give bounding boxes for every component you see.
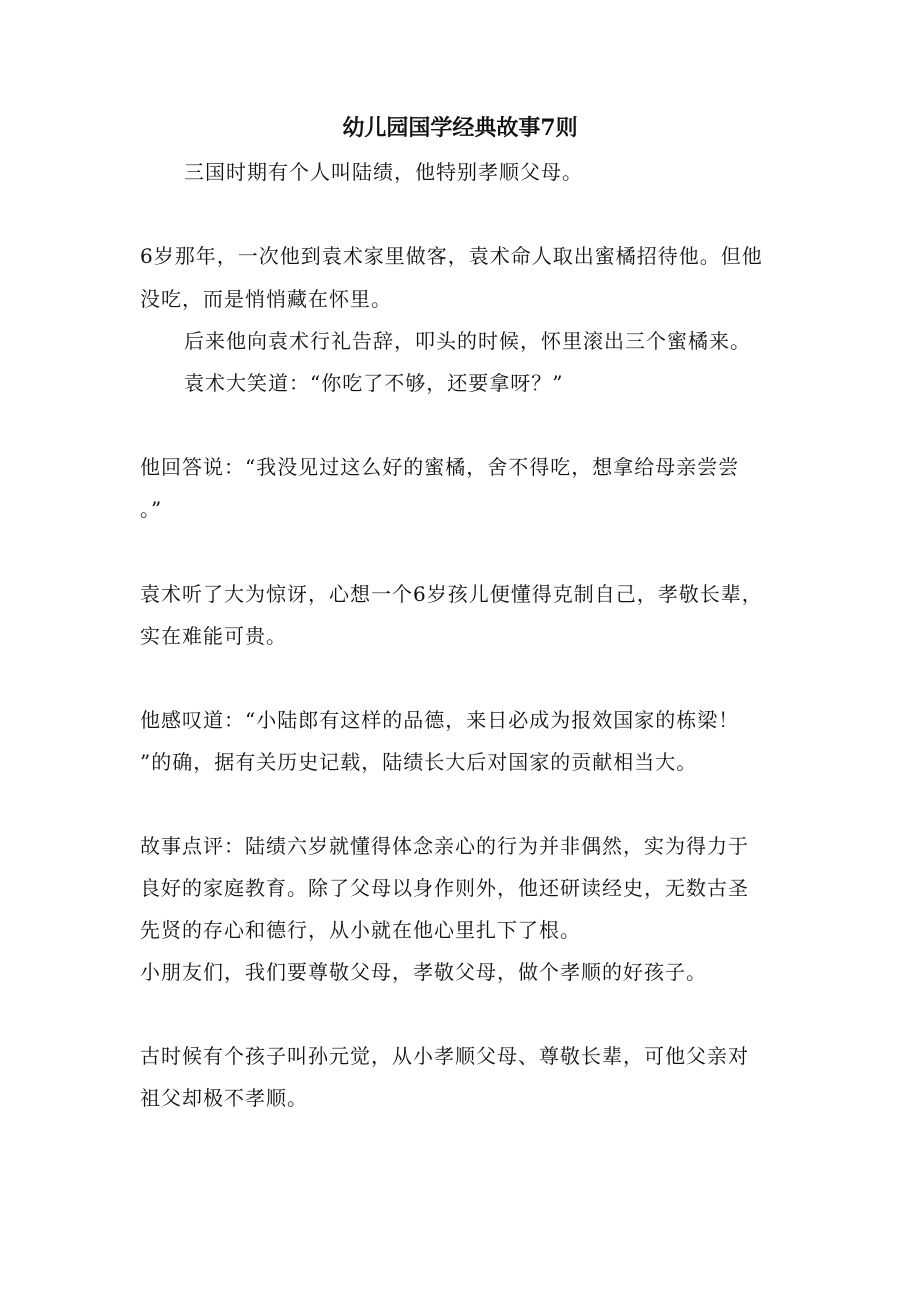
paragraph-line: 三国时期有个人叫陆绩，他特别孝顺父母。 (184, 160, 583, 184)
paragraph-line: 6岁那年，一次他到袁术家里做客，袁术命人取出蜜橘招待他。但他 (140, 244, 763, 268)
paragraph-line: 古时候有个孩子叫孙元觉，从小孝顺父母、尊敬长辈，可他父亲对 (140, 1044, 749, 1068)
paragraph-line: 没吃，而是悄悄藏在怀里。 (140, 287, 392, 311)
paragraph-line: 良好的家庭教育。除了父母以身作则外，他还研读经史，无数古圣 (140, 876, 749, 900)
document-title: 幼儿园国学经典故事7则 (342, 115, 578, 141)
paragraph-line: 祖父却极不孝顺。 (140, 1086, 308, 1110)
paragraph-line: 小朋友们，我们要尊敬父母，孝敬父母，做个孝顺的好孩子。 (140, 960, 707, 984)
paragraph-line: 后来他向袁术行礼告辞，叩头的时候，怀里滚出三个蜜橘来。 (184, 329, 751, 353)
paragraph-line: 先贤的存心和德行，从小就在他心里扎下了根。 (140, 918, 581, 942)
paragraph-line: ”的确，据有关历史记载，陆绩长大后对国家的贡献相当大。 (140, 750, 698, 774)
paragraph-line: 实在难能可贵。 (140, 624, 287, 648)
paragraph-line: 他感叹道：“小陆郎有这样的品德，来日必成为报效国家的栋梁！ (140, 708, 740, 732)
paragraph-line: 袁术听了大为惊讶，心想一个6岁孩儿便懂得克制自己，孝敬长辈， (140, 582, 763, 606)
paragraph-line: 袁术大笑道：“你吃了不够，还要拿呀？” (184, 371, 564, 395)
paragraph-line: 他回答说：“我没见过这么好的蜜橘，舍不得吃，想拿给母亲尝尝 (140, 455, 740, 479)
paragraph-line: 故事点评：陆绩六岁就懂得体念亲心的行为并非偶然，实为得力于 (140, 834, 749, 858)
paragraph-line: 。” (140, 497, 163, 521)
